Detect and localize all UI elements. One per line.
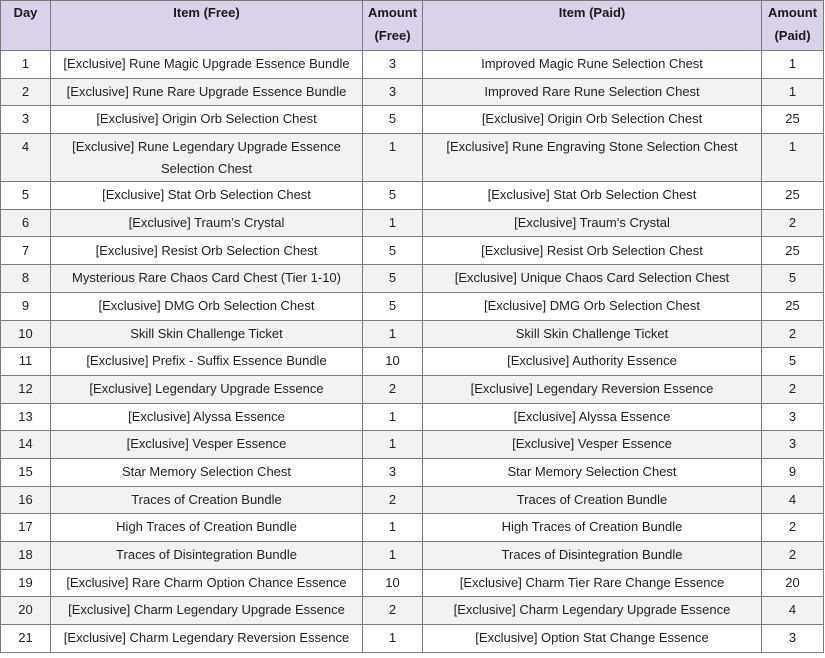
amount-free-cell: 5 [363,292,423,320]
item-paid-cell: [Exclusive] Charm Tier Rare Change Essence [423,569,762,597]
amount-free-cell: 1 [363,431,423,459]
day-cell: 4 [1,134,51,182]
item-free-cell: [Exclusive] Stat Orb Selection Chest [51,182,363,210]
item-free-cell: [Exclusive] Legendary Upgrade Essence [51,375,363,403]
day-cell: 16 [1,486,51,514]
amount-paid-cell: 3 [762,431,824,459]
header-item-paid: Item (Paid) [423,1,762,51]
item-free-cell: [Exclusive] Alyssa Essence [51,403,363,431]
amount-free-cell: 1 [363,320,423,348]
amount-paid-cell: 4 [762,597,824,625]
amount-paid-cell: 2 [762,542,824,570]
item-free-cell: [Exclusive] Resist Orb Selection Chest [51,237,363,265]
table-row [1,78,824,106]
day-cell: 11 [1,348,51,376]
item-free-cell: [Exclusive] DMG Orb Selection Chest [51,292,363,320]
table-row [1,625,824,653]
amount-paid-cell: 1 [762,134,824,182]
item-paid-cell: [Exclusive] Origin Orb Selection Chest [423,106,762,134]
day-cell: 9 [1,292,51,320]
table-row [1,542,824,570]
item-free-cell: [Exclusive] Rune Rare Upgrade Essence Bundle [51,78,363,106]
day-cell: 13 [1,403,51,431]
amount-free-cell: 2 [363,375,423,403]
amount-paid-cell: 25 [762,237,824,265]
day-cell: 14 [1,431,51,459]
amount-paid-cell: 25 [762,182,824,210]
item-free-cell: [Exclusive] Vesper Essence [51,431,363,459]
amount-paid-cell: 2 [762,375,824,403]
item-paid-cell: [Exclusive] Legendary Reversion Essence [423,375,762,403]
item-paid-cell: Improved Rare Rune Selection Chest [423,78,762,106]
table-row [1,514,824,542]
amount-free-cell: 3 [363,51,423,79]
item-paid-cell: [Exclusive] Vesper Essence [423,431,762,459]
table-body [1,51,824,653]
table-row [1,292,824,320]
item-free-cell: [Exclusive] Origin Orb Selection Chest [51,106,363,134]
amount-free-cell: 5 [363,182,423,210]
amount-paid-cell: 2 [762,209,824,237]
amount-free-cell: 1 [363,403,423,431]
amount-paid-cell: 5 [762,265,824,293]
amount-paid-cell: 2 [762,514,824,542]
table-row [1,569,824,597]
item-free-cell: Star Memory Selection Chest [51,458,363,486]
amount-free-cell: 1 [363,514,423,542]
item-paid-cell: Traces of Creation Bundle [423,486,762,514]
table-row [1,134,824,182]
day-cell: 6 [1,209,51,237]
table-row [1,486,824,514]
header-amount-paid: Amount (Paid) [762,1,824,51]
day-cell: 2 [1,78,51,106]
day-cell: 20 [1,597,51,625]
day-cell: 15 [1,458,51,486]
amount-paid-cell: 25 [762,106,824,134]
amount-free-cell: 2 [363,486,423,514]
item-paid-cell: High Traces of Creation Bundle [423,514,762,542]
table-row [1,237,824,265]
amount-free-cell: 3 [363,78,423,106]
item-free-cell: [Exclusive] Charm Legendary Reversion Essence [51,625,363,653]
amount-free-cell: 1 [363,625,423,653]
item-paid-cell: [Exclusive] Rune Engraving Stone Selection Chest [423,134,762,182]
item-paid-cell: Skill Skin Challenge Ticket [423,320,762,348]
item-paid-cell: [Exclusive] Stat Orb Selection Chest [423,182,762,210]
amount-free-cell: 1 [363,209,423,237]
item-free-cell: High Traces of Creation Bundle [51,514,363,542]
table-row [1,209,824,237]
day-cell: 21 [1,625,51,653]
item-paid-cell: [Exclusive] DMG Orb Selection Chest [423,292,762,320]
table-header [1,1,824,51]
amount-free-cell: 5 [363,106,423,134]
item-free-cell: Skill Skin Challenge Ticket [51,320,363,348]
table-row [1,403,824,431]
amount-paid-cell: 1 [762,78,824,106]
amount-paid-cell: 3 [762,625,824,653]
header-day: Day [1,1,51,51]
item-paid-cell: Traces of Disintegration Bundle [423,542,762,570]
item-free-cell: [Exclusive] Rune Legendary Upgrade Essence Selection Chest [51,134,363,182]
day-cell: 18 [1,542,51,570]
item-free-cell: [Exclusive] Traum’s Crystal [51,209,363,237]
amount-paid-cell: 1 [762,51,824,79]
amount-free-cell: 5 [363,237,423,265]
header-amount-free: Amount (Free) [363,1,423,51]
header-item-free: Item (Free) [51,1,363,51]
item-paid-cell: [Exclusive] Traum’s Crystal [423,209,762,237]
day-cell: 5 [1,182,51,210]
amount-paid-cell: 2 [762,320,824,348]
day-cell: 7 [1,237,51,265]
table-row [1,106,824,134]
day-cell: 19 [1,569,51,597]
item-paid-cell: [Exclusive] Alyssa Essence [423,403,762,431]
header-row [1,1,824,51]
item-free-cell: [Exclusive] Rune Magic Upgrade Essence Bundle [51,51,363,79]
day-cell: 8 [1,265,51,293]
table-row [1,458,824,486]
item-paid-cell: [Exclusive] Unique Chaos Card Selection Chest [423,265,762,293]
day-cell: 12 [1,375,51,403]
day-cell: 3 [1,106,51,134]
item-paid-cell: [Exclusive] Resist Orb Selection Chest [423,237,762,265]
amount-free-cell: 3 [363,458,423,486]
item-free-cell: [Exclusive] Prefix - Suffix Essence Bundle [51,348,363,376]
amount-paid-cell: 4 [762,486,824,514]
day-cell: 17 [1,514,51,542]
amount-paid-cell: 20 [762,569,824,597]
item-paid-cell: [Exclusive] Charm Legendary Upgrade Essence [423,597,762,625]
amount-paid-cell: 3 [762,403,824,431]
item-paid-cell: Improved Magic Rune Selection Chest [423,51,762,79]
item-paid-cell: [Exclusive] Option Stat Change Essence [423,625,762,653]
table-row [1,265,824,293]
amount-free-cell: 1 [363,542,423,570]
day-cell: 1 [1,51,51,79]
item-free-cell: [Exclusive] Rare Charm Option Chance Essence [51,569,363,597]
item-free-cell: Traces of Creation Bundle [51,486,363,514]
amount-free-cell: 5 [363,265,423,293]
table-row [1,431,824,459]
table-row [1,375,824,403]
item-paid-cell: [Exclusive] Authority Essence [423,348,762,376]
amount-paid-cell: 9 [762,458,824,486]
amount-free-cell: 2 [363,597,423,625]
table-row [1,51,824,79]
amount-paid-cell: 25 [762,292,824,320]
table-row [1,320,824,348]
table-row [1,348,824,376]
item-paid-cell: Star Memory Selection Chest [423,458,762,486]
table-row [1,597,824,625]
table-row [1,182,824,210]
amount-free-cell: 10 [363,569,423,597]
item-free-cell: [Exclusive] Charm Legendary Upgrade Essence [51,597,363,625]
amount-paid-cell: 5 [762,348,824,376]
item-free-cell: Mysterious Rare Chaos Card Chest (Tier 1-10) [51,265,363,293]
amount-free-cell: 10 [363,348,423,376]
item-free-cell: Traces of Disintegration Bundle [51,542,363,570]
amount-free-cell: 1 [363,134,423,182]
day-cell: 10 [1,320,51,348]
